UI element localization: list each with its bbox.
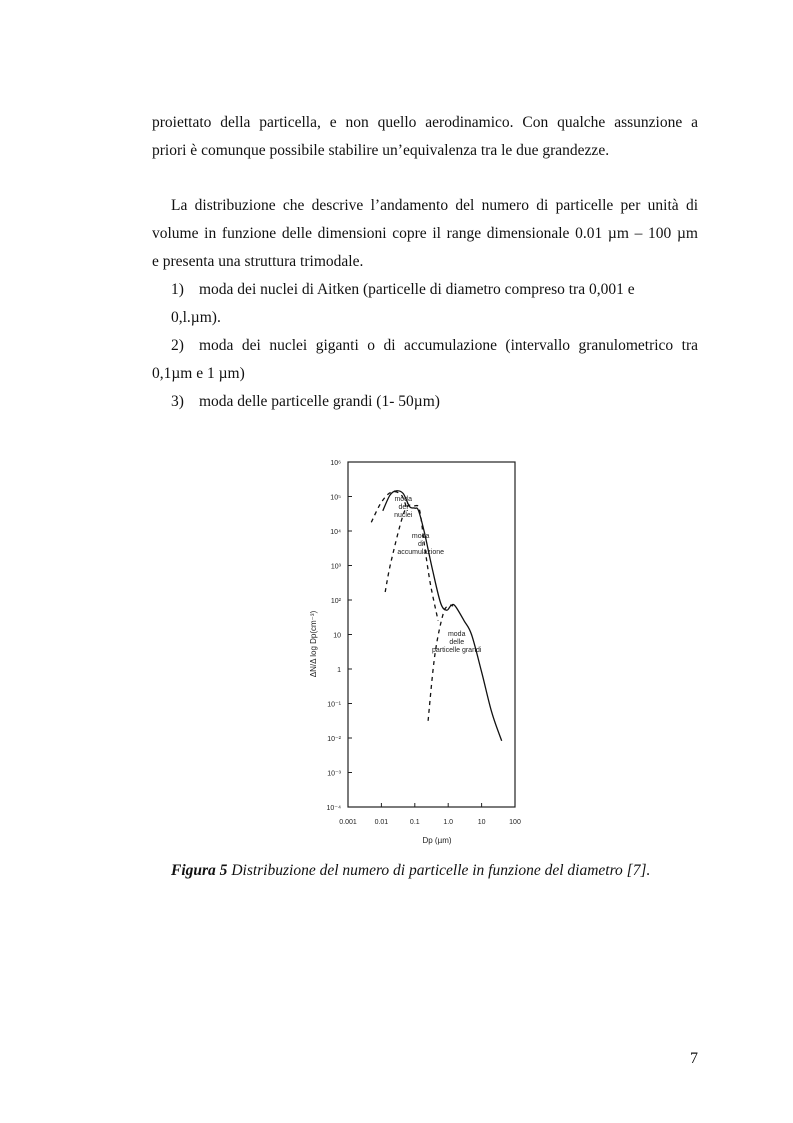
y-tick-label: 10⁵: [330, 494, 341, 502]
y-tick-label: 10⁻¹: [327, 701, 341, 709]
list-item-3-text: moda delle particelle grandi (1- 50µm): [199, 393, 440, 410]
x-axis-label: Dp (µm): [422, 836, 452, 845]
annotation-grandi: delle: [449, 638, 465, 646]
y-tick-label: 10³: [330, 563, 341, 571]
paragraph-2-line-3: e presenta una struttura trimodale.: [152, 253, 364, 270]
x-tick-label: 100: [509, 819, 521, 826]
annotation-nuclei: nuclei: [394, 511, 413, 519]
y-axis-label: ΔN/Δ log Dp(cm⁻³): [309, 610, 318, 678]
y-tick-label: 10⁻³: [327, 770, 341, 778]
annotation-accumulazione: di: [417, 541, 424, 549]
y-tick-label: 10: [333, 632, 341, 640]
figure-caption-label: Figura 5: [171, 862, 228, 879]
annotation-grandi: moda: [447, 630, 466, 638]
annotation-nuclei: dei: [398, 503, 408, 511]
y-tick-label: 10²: [330, 598, 341, 605]
plot-frame: [348, 462, 515, 807]
y-tick-label: 10⁻⁴: [326, 805, 341, 812]
x-tick-label: 1.0: [443, 819, 454, 826]
annotation-nuclei: moda: [394, 495, 412, 503]
annotation-accumulazione: moda: [411, 533, 430, 541]
series-line-2: [385, 505, 438, 621]
x-tick-label: 0.1: [409, 819, 420, 826]
annotation-grandi: particelle grandi: [432, 646, 482, 654]
page-number: 7: [690, 1050, 698, 1067]
y-tick-label: 10⁻²: [327, 736, 341, 743]
series-line-3: [428, 605, 453, 721]
paragraph-2-line-1: La distribuzione che descrive l’andamento del numero di particelle per unità di: [171, 197, 698, 214]
figure-caption-text: Distribuzione del numero di particelle in funzione del diametro [7].: [227, 862, 651, 879]
particle-distribution-chart: [300, 444, 540, 860]
paragraph-2-line-2: volume in funzione delle dimensioni copre il range dimensionale 0.01 µm – 100 µm: [152, 225, 698, 242]
list-item-1-text-cont: 0,l.µm).: [171, 309, 221, 326]
list-item-2-number: 2): [171, 337, 184, 354]
list-item-1-number: 1): [171, 281, 184, 298]
list-item-1-text: moda dei nuclei di Aitken (particelle di diametro compreso tra 0,001 e: [199, 281, 635, 298]
list-item-3-number: 3): [171, 393, 184, 410]
list-item-2-text: moda dei nuclei giganti o di accumulazione (intervallo granulometrico tra: [199, 337, 698, 354]
paragraph-1-line-2: priori è comunque possibile stabilire un’equivalenza tra le due grandezze.: [152, 142, 610, 159]
x-tick-label: 0.01: [374, 819, 389, 826]
list-item-2-text-cont: 0,1µm e 1 µm): [152, 365, 245, 382]
y-tick-label: 10⁶: [330, 460, 341, 467]
x-tick-label: 0.001: [339, 819, 357, 826]
y-tick-label: 1: [337, 667, 341, 674]
x-tick-label: 10: [477, 819, 486, 826]
figure-caption: [171, 862, 650, 880]
annotation-accumulazione: accumulazione: [397, 549, 445, 557]
y-tick-label: 10⁴: [330, 529, 341, 536]
paragraph-1-line-1: proiettato della particella, e non quello aerodinamico. Con qualche assunzione a: [152, 114, 698, 131]
